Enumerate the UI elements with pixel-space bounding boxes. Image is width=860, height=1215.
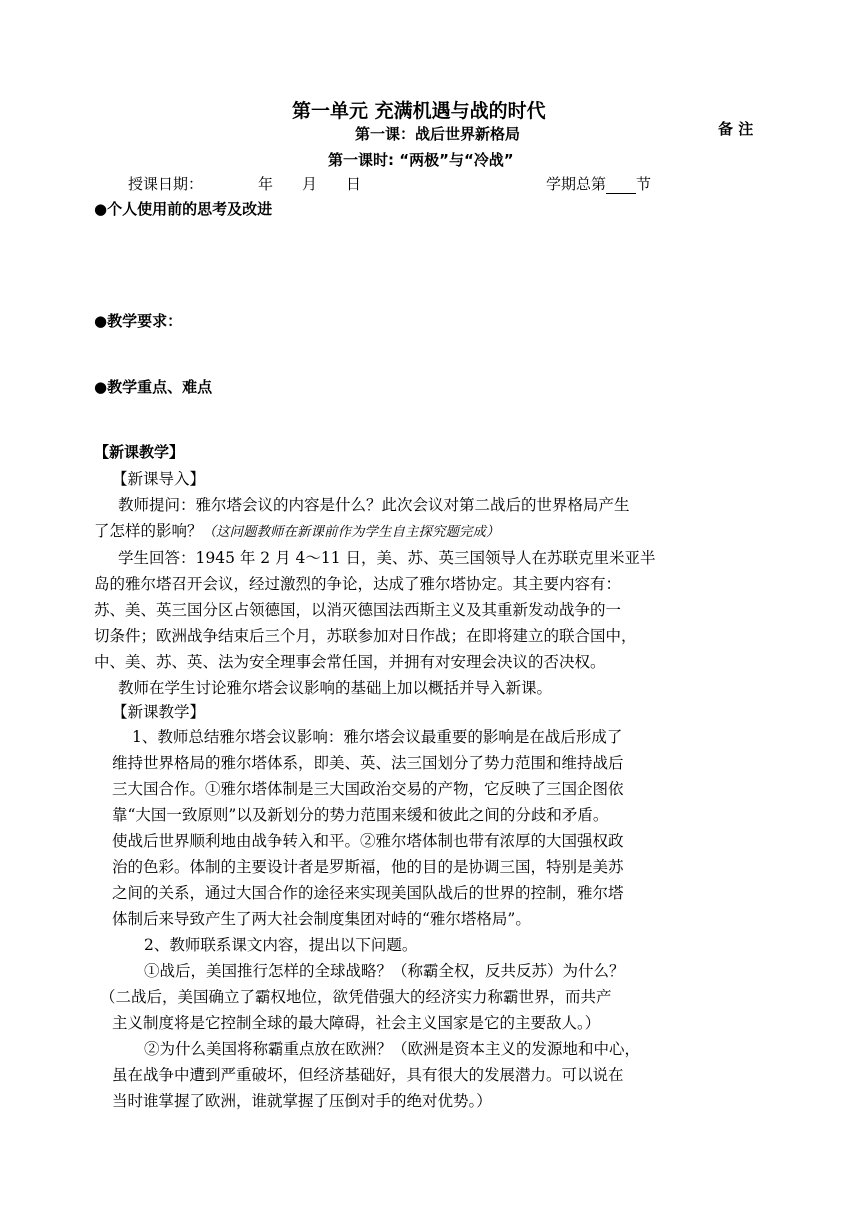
question-line-1: 教师提问：雅尔塔会议的内容是什么？此次会议对第二战后的世界格局产生 [118, 496, 630, 514]
period-label: 第一课时 [328, 151, 389, 169]
p3-line-1: ①战后，美国推行怎样的全球战略？（称霸全权，反共反苏）为什么？ [144, 962, 625, 980]
section-new-lesson: 【新课教学】 [94, 443, 185, 461]
answer-line-5: 中、美、苏、英、法为安全理事会常任国，并拥有对安理会决议的否决权。 [94, 653, 606, 671]
section-intro: 【新课导入】 [112, 470, 206, 488]
p3-line-2: （二战后，美国确立了霸权地位，欲凭借强大的经济实力称霸世界，而共产 [100, 988, 612, 1006]
date-month: 月 [302, 175, 318, 193]
question-text: 了怎样的影响？ [94, 522, 203, 540]
period-title: : “两极”与“冷战” [388, 151, 514, 169]
answer-line-2: 岛的雅尔塔召开会议，经过激烈的争论，达成了雅尔塔协定。其主要内容有： [94, 575, 622, 593]
section-requirements: ●教学要求： [94, 312, 183, 330]
date-year: 年 [258, 175, 274, 193]
question-note: （这问题教师在新课前作为学生自主探究题完成） [202, 524, 500, 540]
p4-line-3: 当时谁掌握了欧洲，谁就掌握了压倒对手的绝对优势。） [112, 1092, 492, 1110]
term-blank [606, 179, 636, 194]
p2-line: 2、教师联系课文内容，提出以下问题。 [144, 936, 418, 954]
lesson-title: 第一课：战后世界新格局 [355, 125, 521, 143]
date-label: 授课日期： [128, 175, 204, 193]
p3-line-3: 主义制度将是它控制全球的最大障碍，社会主义国家是它的主要敌人。） [112, 1014, 601, 1032]
p1-line-6: 治的色彩。体制的主要设计者是罗斯福，他的目的是协调三国，特别是美苏 [112, 858, 624, 876]
p1-line-2: 维持世界格局的雅尔塔体系，即美、英、法三国划分了势力范围和维持战后 [112, 754, 624, 772]
p1-line-7: 之间的关系，通过大国合作的途径来实现美国队战后的世界的控制，雅尔塔 [112, 884, 624, 902]
term-suffix: 节 [636, 175, 652, 193]
answer-line-4: 切条件；欧洲战争结束后三个月，苏联参加对日作战；在即将建立的联合国中， [94, 627, 637, 645]
unit-title: 第一单元 充满机遇与战的时代 [292, 100, 546, 122]
section-personal: ●个人使用前的思考及改进 [94, 200, 273, 218]
period-heading [328, 149, 514, 170]
question-line-2 [94, 519, 500, 541]
date-day: 日 [346, 175, 362, 193]
term-label: 学期总第 [546, 175, 607, 193]
section-teaching: 【新课教学】 [112, 703, 206, 721]
p1-line-8: 体制后来导致产生了两大社会制度集团对峙的“雅尔塔格局”。 [112, 910, 531, 928]
p1-line-4: 靠“大国一致原则”以及新划分的势力范围来缓和彼此之间的分歧和矛盾。 [112, 806, 609, 824]
p1-line-5: 使战后世界顺利地由战争转入和平。②雅尔塔体制也带有浓厚的大国强权政 [112, 832, 624, 850]
remark-label: 备 注 [718, 120, 754, 138]
p4-line-2: 虽在战争中遭到严重破坏，但经济基础好，具有很大的发展潜力。可以说在 [112, 1066, 624, 1084]
p1-line-1: 1、教师总结雅尔塔会议影响：雅尔塔会议最重要的影响是在战后形成了 [132, 728, 623, 746]
term-count [546, 173, 651, 194]
teacher-summary: 教师在学生讨论雅尔塔会议影响的基础上加以概括并导入新课。 [118, 679, 553, 697]
section-key-points: ●教学重点、难点 [94, 378, 213, 396]
answer-line-1: 学生回答：1945 年 2 月 4～11 日，美、苏、英三国领导人在苏联克里米亚半 [118, 549, 656, 567]
p4-line-1: ②为什么美国将称霸重点放在欧洲？（欧洲是资本主义的发源地和中心， [144, 1040, 641, 1058]
p1-line-3: 三大国合作。①雅尔塔体制是三大国政治交易的产物，它反映了三国企图依 [112, 780, 624, 798]
answer-line-3: 苏、美、英三国分区占领德国，以消灭德国法西斯主义及其重新发动战争的一 [94, 601, 622, 619]
